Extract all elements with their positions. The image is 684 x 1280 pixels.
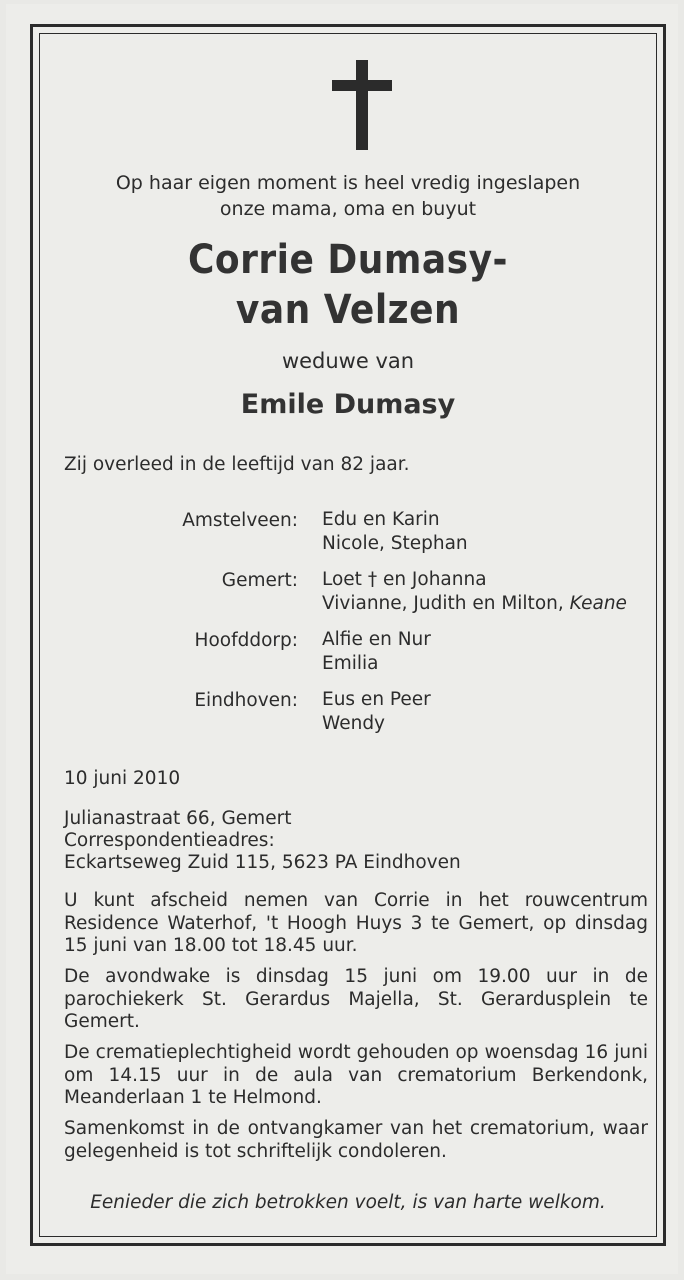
notice-date: 10 juni 2010 xyxy=(64,768,181,789)
family-names xyxy=(322,508,468,556)
widow-of-label: weduwe van xyxy=(281,349,415,373)
vigil-paragraph: De avondwake is dinsdag 15 juni om 19.00 uur in de parochiekerk St. Gerardus Majella, St. Gerardusplein te Gemert. xyxy=(64,966,648,1032)
family-line xyxy=(322,592,627,616)
family-line: Alfie en Nur xyxy=(322,629,431,650)
family-line: Edu en Karin xyxy=(322,509,440,530)
family-names xyxy=(322,628,431,676)
family-names xyxy=(322,688,431,736)
family-line-italic: Keane xyxy=(569,593,627,614)
family-line: Nicole, Stephan xyxy=(322,533,468,554)
cremation-paragraph: De crematieplechtigheid wordt gehouden op woensdag 16 juni om 14.15 uur in de aula van crematorium Berkendonk, Meanderlaan 1 te Helmond. xyxy=(64,1042,648,1108)
deceased-name-line-1: Corrie Dumasy- xyxy=(187,237,508,283)
family-place: Amstelveen: xyxy=(182,510,298,531)
family-place: Hoofddorp: xyxy=(194,630,298,651)
family-line: Wendy xyxy=(322,713,386,734)
family-line: Eus en Peer xyxy=(322,689,431,710)
spouse-name: Emile Dumasy xyxy=(240,389,456,420)
family-line: Loet † en Johanna xyxy=(322,569,487,590)
family-place: Eindhoven: xyxy=(194,690,298,711)
closing-line: Eenieder die zich betrokken voelt, is van harte welkom. xyxy=(90,1192,606,1213)
deceased-name-line-2: van Velzen xyxy=(235,287,461,333)
address-line-3: Eckartseweg Zuid 115, 5623 PA Eindhoven xyxy=(64,852,461,873)
intro-line-2: onze mama, oma en buyut xyxy=(219,198,477,220)
newspaper-clipping xyxy=(6,4,678,1274)
address-line-2: Correspondentieadres: xyxy=(64,830,275,851)
gathering-paragraph: Samenkomst in de ontvangkamer van het crematorium, waar gelegenheid is tot schriftelijk condoleren. xyxy=(64,1118,648,1162)
family-place: Gemert: xyxy=(221,570,298,591)
family-line: Emilia xyxy=(322,653,379,674)
address-line-1: Julianastraat 66, Gemert xyxy=(64,808,292,829)
family-names xyxy=(322,568,627,616)
farewell-paragraph: U kunt afscheid nemen van Corrie in het rouwcentrum Residence Waterhof, 't Hoogh Huys 3 te Gemert, op dinsdag 15 juni van 18.00 tot 18.45 uur. xyxy=(64,890,648,956)
family-line-text: Vivianne, Judith en Milton, xyxy=(322,593,564,614)
age-statement: Zij overleed in de leeftijd van 82 jaar. xyxy=(64,454,410,475)
intro-line-1: Op haar eigen moment is heel vredig ingeslapen xyxy=(115,172,581,194)
cross-icon xyxy=(332,60,392,150)
